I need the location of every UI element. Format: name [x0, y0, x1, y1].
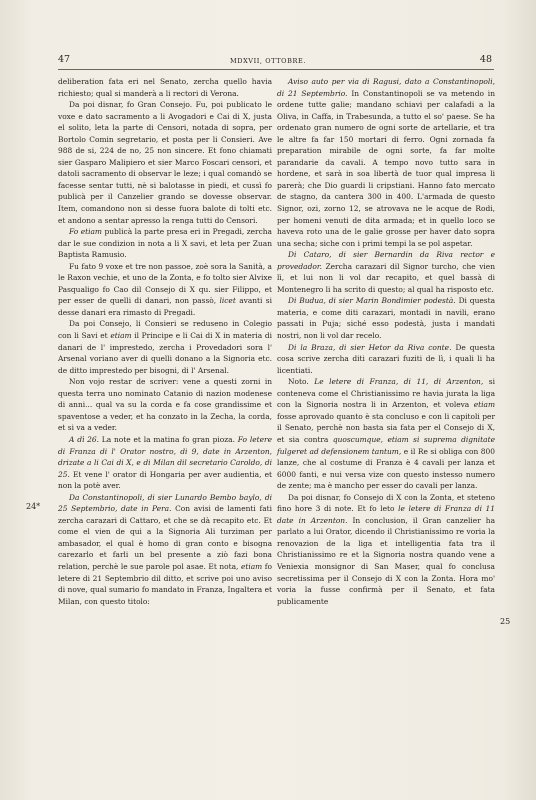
paragraph	[58, 492, 272, 607]
paragraph	[58, 318, 272, 376]
text-run: il Principe e li Cai di X in materia di danari de l' imprestedo, zercha i Provedadori sora l' Arsenal voriano aver di quelli donano a la Signoria etc. de ditto imprestedo per bisogni, di l' Arsenal.	[58, 331, 272, 375]
text-run: La note et la matina fo gran pioza.	[98, 434, 238, 444]
left-page-number: 47	[58, 54, 71, 65]
italic-text: Di Cataro, di sier Bernardin da Riva rector e provedador.	[277, 250, 495, 271]
paragraph: deliberation fata eri nel Senato, zercha quello havia richiesto; qual si manderà a li rectori di Verona.	[58, 77, 272, 98]
italic-text: Le letere di Franza, di 11, di Arzenton,	[314, 377, 484, 387]
text-run: In Constantinopoli se va metendo in ordene tutte galie; mandano schiavi per calafadi a la Oliva, in Caffa, in Trabesunda, a tutto el so' paese. Se ha ordenato gran numero de ogni sorte de artellarie, et tra le altre fa far 150 mortari di ferro. Ogni zornada fa preparation mirabile de ogni sorte, fa far molte parandarie da cavali. A tempo novo tutto sara in hordene, et sarà in soa libertà de tuor qual impresa li parerà; che Dio guardi li cripstiani. Hanno fato mercato de stagno, da cantera 300 in 400. L'armada de questo Signor, ozi, zorno 12, se atrovava ne le acque de Rodi, per homeni venuti de dita armada; et in quello loco se haveva roto una de le galie grosse per haver dato sopra una secha; siche con i primi tempi la se pol aspetar.	[277, 88, 495, 248]
italic-text: Fo etiam	[69, 227, 102, 237]
italic-text: Di Budua, di sier Marin Bondimier podestà.	[288, 296, 456, 306]
italic-text: Da Constantinopoli, di sier Lunardo Bembo baylo, di 25 Septembrio, date in Pera.	[58, 492, 272, 514]
paragraph	[58, 434, 272, 492]
text-run: Di questa materia, e come diti carazari, montadi in navili, erano passati in Puja; siché esso podestà, justa i mandati nostri, non li vol dar recelo.	[277, 296, 496, 341]
italic-text: Fo letere di Franza di l' Orator nostro, di 9, date in Arzenton, drizate a li Cai di X, e di Milan dil secretario Caroldo, di 25.	[58, 434, 272, 479]
italic-text: etiam	[110, 331, 132, 341]
margin-number-left: 24*	[26, 502, 41, 511]
text-run: fo letere di 21 Septembrio dil ditto, et scrive poi uno aviso di nove, qual sumario fo mandato in Franza, Ingaltera et Milan, con questo titolo:	[58, 561, 272, 606]
paragraph: Non vojo restar de scriver: vene a questi zorni in questa terra uno nominato Catanio di nazion modenese di anni... qual va su la corda e fa cose grandissime et spaventose a veder, et ha conzato in la Zecha, la corda, et si va a veder.	[58, 377, 272, 433]
running-title: MDXVII, OTTOBRE.	[230, 57, 306, 65]
paragraph	[277, 249, 495, 295]
paragraph	[277, 295, 495, 341]
italic-text: A dì 26.	[69, 434, 99, 444]
text-run: publicà la parte presa eri in Pregadi, zercha dar le sue condizion in nota a li X savi, et leta per Zuan Baptista Ramusio.	[58, 227, 272, 260]
text-run: si conteneva come el Christianissimo re havia jurata la liga con la Signoria nostra li in Arzenton, et voleva	[277, 377, 495, 410]
paragraph	[277, 492, 495, 607]
text-run: In conclusion, il Gran canzelier ha parlato a lui Orator, dicendo il Christianissimo re voria la renovazion de la liga et intelligentia fata tra il Christianissimo re et la Signoria nostra quando vene a Veniexia monsignor di San Maser, qual fo conclusa secretissima per il Consejo di X con la Zonta. Hora mo' voria la fusse confirmà per il Senato, et fata publicamente	[277, 515, 496, 606]
paragraph	[58, 261, 272, 319]
italic-text: quoscumque, etiam si suprema dignitate fulgeret ad defensionem tantum,	[277, 434, 495, 456]
italic-text: Di la Braza, di sier Hetor da Riva conte.	[288, 342, 452, 352]
left-column	[58, 76, 272, 607]
text-run: Con avisi de lamenti fati zercha carazari di Cattaro, et che se dà recapito etc. Et come el vien de qui a la Signoria Ali turziman per ambasador, el qual è homo di gran conto e bisogna carezarlo et farli un bel presente a ziò fazi bona relation, perchè le sue parole pol asae. Et nota,	[58, 504, 272, 571]
text-run: fosse aprovado quanto è sta concluso e con li capitoli per il Senato, perchè non basta sia fata per el Consejo di X, et sia contra	[277, 411, 495, 444]
text-run: Da poi Consejo, li Consieri se reduseno in Colegio con li Savi et	[58, 319, 272, 341]
italic-text: le letere di Franza di 11 date in Arzenton.	[277, 504, 496, 525]
italic-text: etiam	[240, 561, 263, 571]
right-column	[277, 76, 495, 607]
paragraph	[277, 76, 495, 249]
paragraph	[58, 226, 272, 261]
italic-text: Aviso auto per via di Ragusi, dato a Constantinopoli, di 21 Septembrio.	[277, 77, 495, 98]
italic-text: etiam	[473, 400, 495, 410]
paragraph	[277, 376, 495, 491]
text-run: Noto.	[288, 377, 315, 387]
italic-text: licet	[219, 296, 236, 306]
text-run: Et vene l' orator di Hongaria per aver audientia, et non la potè aver.	[58, 469, 272, 491]
text-run: Fu fato 9 voxe et tre non passoe, zoè sora la Sanità, a le Raxon vechie, et uno de la Zonta, e fo tolto sier Alvixe Pasqualigo fo Cao dil Consejo di X qu. sier Filippo, et per esser de quelli di danari, non passò,	[58, 261, 272, 306]
text-run: Zercha carazari dil Signor turcho, che vien lì, et lui non li vol dar recapito, et quel bassà di Montenegro li ha scrito di questo; al qual ha risposto etc.	[277, 261, 495, 294]
right-page-number: 48	[479, 54, 492, 65]
paragraph: Da poi disnar, fo Gran Consejo. Fu, poi publicato le voxe e dato sacramento a li Avogadori e Cai di X, justa el solito, leta la parte di Censori, notada di sopra, per Bortolo Comin segretario, et posta per li Consieri. Ave 988 de si, 224 de no, 25 non sincere. Et fono chiamati sier Gasparo Malipiero et sier Marco Foscari censori, et datoli sacramento di observar le leze; i qual comandò se facesse sentar tutti, nè si balotasse in piedi, et cussì fo publicà per il Canzelier grando se dovesse observar. Item, comandono non si desse fuora balote di tolti etc. et andono a sentar apresso la renga tutti do Censori.	[58, 100, 272, 225]
text-run: e il Re si obliga con 800 lanze, che al costume di Franza è 4 cavali per lanza et 6000 fanti, e nui versa vize con questo instesso numero de zente; ma è mancho per esser do cavali per lanza.	[277, 446, 495, 491]
header-rule	[58, 69, 494, 70]
margin-number-right: 25	[500, 617, 511, 626]
text-run: De questa cosa scrive zercha diti carazari fuziti de lì, i quali li ha licentiati.	[277, 342, 495, 375]
paragraph	[277, 342, 495, 377]
text-run: Da poi disnar, fo Consejo di X con la Zonta, et steteno fino hore 3 di note. Et fo leto	[277, 492, 495, 514]
text-run: avanti si desse danari era rimasto di Pregadi.	[58, 296, 272, 317]
